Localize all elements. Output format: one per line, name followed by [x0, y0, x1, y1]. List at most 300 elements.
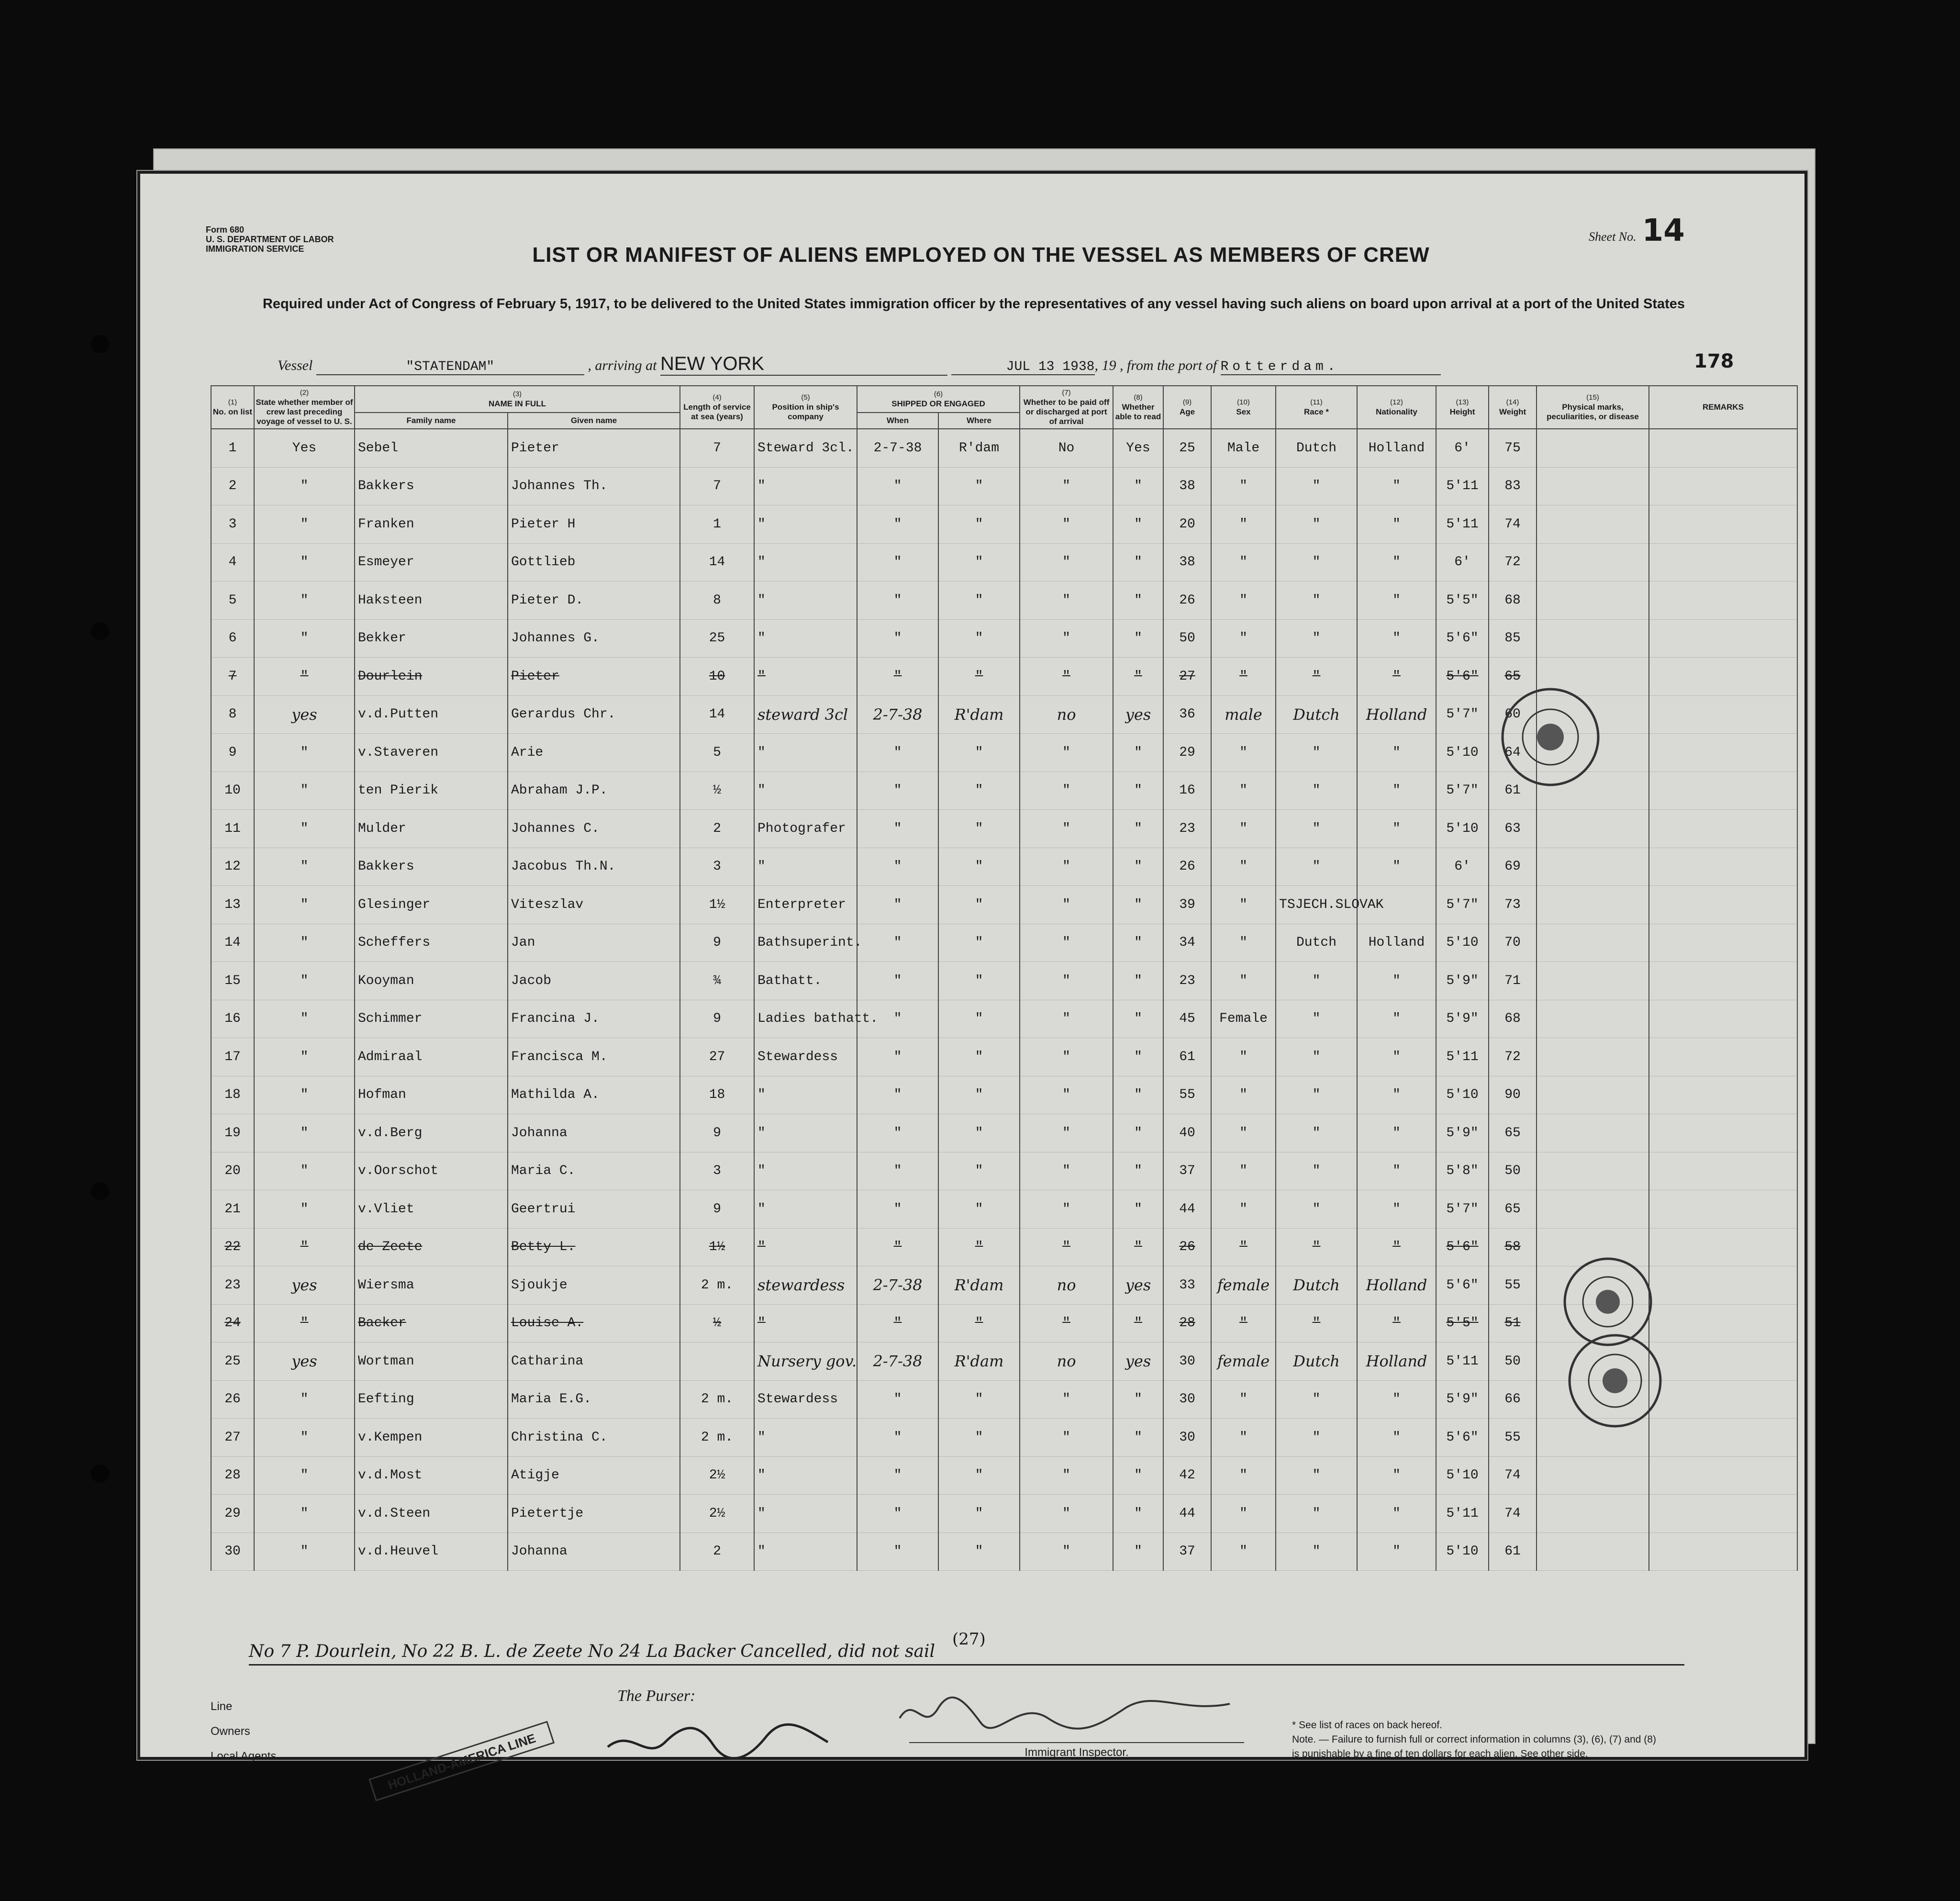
cell-weight: 65 [1489, 1190, 1537, 1229]
cell-given: Pietertje [508, 1495, 680, 1533]
cell-weight: 63 [1489, 810, 1537, 848]
arrival-date: JUL 13 1938 [951, 359, 1095, 375]
cell-race: " [1276, 467, 1357, 505]
cell-remarks [1649, 1000, 1797, 1038]
cell-remarks [1649, 695, 1797, 734]
footnote-races: * See list of races on back hereof. [1292, 1720, 1443, 1731]
cell-height: 5'10 [1436, 1532, 1489, 1571]
cell-prev: " [254, 886, 355, 924]
cell-position: " [754, 734, 857, 772]
cell-race: Dutch [1276, 695, 1357, 734]
inspector-label: Immigrant Inspector. [909, 1742, 1244, 1759]
cell-weight: 74 [1489, 505, 1537, 544]
holland-stamp-text: HOLLAND-AMERICA LINE [386, 1731, 537, 1792]
cell-nat: " [1357, 505, 1436, 544]
cell-service [680, 1342, 754, 1381]
cell-nat: " [1357, 1380, 1436, 1419]
cell-read: " [1113, 1000, 1163, 1038]
cell-sex: " [1211, 1076, 1276, 1114]
cell-paid: " [1020, 1532, 1113, 1571]
cell-race: " [1276, 1190, 1357, 1229]
cell-race: " [1276, 1114, 1357, 1152]
col-race: (11) Race * [1276, 386, 1357, 429]
cell-remarks [1649, 1456, 1797, 1495]
cell-where: " [938, 1380, 1020, 1419]
cell-height: 5'9" [1436, 1114, 1489, 1152]
cell-family: Admiraal [355, 1038, 508, 1076]
cell-weight: 61 [1489, 1532, 1537, 1571]
cell-age: 44 [1163, 1495, 1211, 1533]
cell-service: 5 [680, 734, 754, 772]
cell-service: 3 [680, 848, 754, 886]
cell-no: 19 [211, 1114, 254, 1152]
cell-prev: " [254, 1076, 355, 1114]
cell-read: " [1113, 1114, 1163, 1152]
cell-given: Gottlieb [508, 543, 680, 581]
cell-remarks [1649, 772, 1797, 810]
cell-no: 16 [211, 1000, 254, 1038]
cell-family: v.Kempen [355, 1419, 508, 1457]
crew-manifest-table [211, 385, 1798, 1571]
cell-position: " [754, 467, 857, 505]
cell-race: " [1276, 505, 1357, 544]
cell-weight: 74 [1489, 1456, 1537, 1495]
cell-read: " [1113, 1419, 1163, 1457]
cell-weight: 74 [1489, 1495, 1537, 1533]
cell-given: Pieter [508, 429, 680, 467]
cell-read: " [1113, 1152, 1163, 1190]
cell-position: " [754, 619, 857, 658]
cell-position: Bathsuperint. [754, 924, 857, 962]
cell-remarks [1649, 886, 1797, 924]
cell-prev: Yes [254, 429, 355, 467]
cell-nat: " [1357, 1532, 1436, 1571]
col-prev-voyage: (2) State whether member of crew last preceding voyage of vessel to U. S. [254, 386, 355, 429]
cell-position: " [754, 658, 857, 696]
cell-sex: " [1211, 505, 1276, 544]
cell-race: TSJECH.SLOVAK [1276, 886, 1357, 924]
cell-family: v.d.Most [355, 1456, 508, 1495]
cell-remarks [1649, 505, 1797, 544]
cell-family: Glesinger [355, 886, 508, 924]
cell-height: 5'9" [1436, 1380, 1489, 1419]
cell-remarks [1649, 1152, 1797, 1190]
cell-given: Johannes Th. [508, 467, 680, 505]
cell-no: 4 [211, 543, 254, 581]
cell-position: " [754, 848, 857, 886]
cell-paid: " [1020, 1304, 1113, 1342]
cell-when: " [857, 772, 938, 810]
cell-prev: " [254, 619, 355, 658]
cell-marks [1537, 505, 1649, 544]
cell-marks [1537, 886, 1649, 924]
cell-no: 5 [211, 581, 254, 620]
table-row [211, 924, 1797, 962]
cell-weight: 85 [1489, 619, 1537, 658]
year-suffix: , 19 [1094, 358, 1116, 373]
cell-race: " [1276, 848, 1357, 886]
cell-where: " [938, 543, 1020, 581]
cell-weight: 68 [1489, 581, 1537, 620]
cell-marks [1537, 1532, 1649, 1571]
col-paid-off: (7) Whether to be paid off or discharged at port of arrival [1020, 386, 1113, 429]
cell-remarks [1649, 1380, 1797, 1419]
cell-service: 7 [680, 467, 754, 505]
cell-position: " [754, 505, 857, 544]
cell-read: " [1113, 886, 1163, 924]
cell-prev: " [254, 772, 355, 810]
cell-given: Sjoukje [508, 1266, 680, 1305]
cell-no: 29 [211, 1495, 254, 1533]
cell-height: 5'7" [1436, 1190, 1489, 1229]
from-port-label: , from the port of [1120, 358, 1217, 373]
cell-given: Geertrui [508, 1190, 680, 1229]
cell-no: 7 [211, 658, 254, 696]
footer-labels [211, 1694, 276, 1769]
cell-prev: yes [254, 1266, 355, 1305]
cell-where: " [938, 1114, 1020, 1152]
cell-no: 25 [211, 1342, 254, 1381]
cell-race: Dutch [1276, 1342, 1357, 1381]
cell-family: v.d.Berg [355, 1114, 508, 1152]
cell-sex: " [1211, 1495, 1276, 1533]
cell-remarks [1649, 810, 1797, 848]
line-label: Line [211, 1700, 233, 1713]
cell-height: 5'10 [1436, 1076, 1489, 1114]
cell-height: 5'7" [1436, 886, 1489, 924]
cell-prev: " [254, 467, 355, 505]
cell-read: " [1113, 658, 1163, 696]
cell-weight: 71 [1489, 962, 1537, 1000]
inspector-signature [895, 1685, 1239, 1742]
cell-weight: 73 [1489, 886, 1537, 924]
cell-height: 5'5" [1436, 1304, 1489, 1342]
cell-where: " [938, 734, 1020, 772]
cell-read: " [1113, 1380, 1163, 1419]
cell-age: 30 [1163, 1380, 1211, 1419]
cell-sex: Female [1211, 1000, 1276, 1038]
cell-race: " [1276, 1495, 1357, 1533]
cell-family: Haksteen [355, 581, 508, 620]
col-given-name: Given name [508, 413, 680, 429]
cell-nat: " [1357, 1456, 1436, 1495]
cell-weight: 72 [1489, 1038, 1537, 1076]
cell-remarks [1649, 1266, 1797, 1305]
cell-prev: " [254, 1456, 355, 1495]
cell-no: 24 [211, 1304, 254, 1342]
cell-age: 26 [1163, 581, 1211, 620]
cell-when: " [857, 1152, 938, 1190]
cell-read: yes [1113, 695, 1163, 734]
cell-paid: " [1020, 848, 1113, 886]
cell-given: Johanna [508, 1114, 680, 1152]
col-remarks: REMARKS [1649, 386, 1797, 429]
cell-marks [1537, 1114, 1649, 1152]
cell-position: " [754, 1495, 857, 1533]
table-row [211, 1495, 1797, 1533]
cell-sex: " [1211, 1114, 1276, 1152]
cell-position: " [754, 1532, 857, 1571]
cell-marks [1537, 1456, 1649, 1495]
cell-no: 18 [211, 1076, 254, 1114]
cell-prev: " [254, 1304, 355, 1342]
cell-height: 5'10 [1436, 1456, 1489, 1495]
cell-read: Yes [1113, 429, 1163, 467]
cell-height: 6' [1436, 543, 1489, 581]
cell-when: " [857, 1038, 938, 1076]
owners-label: Owners [211, 1725, 250, 1738]
cancellation-text: No 7 P. Dourlein, No 22 B. L. de Zeete No 24 La Backer Cancelled, did not sail [249, 1642, 935, 1661]
col-name-group: (3) NAME IN FULL [355, 386, 680, 413]
cell-position: " [754, 1076, 857, 1114]
cell-age: 44 [1163, 1190, 1211, 1229]
cell-service: ½ [680, 1304, 754, 1342]
cell-remarks [1649, 1419, 1797, 1457]
cell-read: " [1113, 962, 1163, 1000]
cell-read: " [1113, 581, 1163, 620]
col-read: (8) Whether able to read [1113, 386, 1163, 429]
col-sex: (10) Sex [1211, 386, 1276, 429]
table-row [211, 619, 1797, 658]
cell-family: Wortman [355, 1342, 508, 1381]
cell-position: " [754, 1304, 857, 1342]
cell-race: " [1276, 734, 1357, 772]
purser-signature [603, 1709, 852, 1771]
cell-race: Dutch [1276, 924, 1357, 962]
cell-service: 1½ [680, 1228, 754, 1266]
cell-no: 23 [211, 1266, 254, 1305]
arriving-label: , arriving at [588, 358, 657, 373]
department-name: U. S. DEPARTMENT OF LABOR [206, 235, 334, 244]
cell-paid: " [1020, 772, 1113, 810]
table-row [211, 1190, 1797, 1229]
punch-hole [91, 335, 109, 353]
cell-where: " [938, 581, 1020, 620]
cell-remarks [1649, 1532, 1797, 1571]
cell-paid: no [1020, 1266, 1113, 1305]
cell-when: 2-7-38 [857, 1266, 938, 1305]
cell-where: " [938, 1000, 1020, 1038]
cell-age: 20 [1163, 505, 1211, 544]
cell-prev: " [254, 1114, 355, 1152]
cell-given: Jacob [508, 962, 680, 1000]
table-row [211, 848, 1797, 886]
cell-no: 9 [211, 734, 254, 772]
cell-when: " [857, 1532, 938, 1571]
cell-read: " [1113, 1456, 1163, 1495]
cell-read: " [1113, 1038, 1163, 1076]
cell-service: 2 [680, 1532, 754, 1571]
table-row [211, 1456, 1797, 1495]
cell-family: v.Vliet [355, 1190, 508, 1229]
page-subtitle: Required under Act of Congress of February 5, 1917, to be delivered to the United States immigration officer by the representatives of any vessel having such aliens on board upon arrival at a port of the United States [262, 296, 1685, 312]
punch-hole [91, 1182, 109, 1200]
cell-sex: " [1211, 581, 1276, 620]
table-row [211, 1380, 1797, 1419]
cell-age: 30 [1163, 1419, 1211, 1457]
cell-sex: " [1211, 924, 1276, 962]
cell-no: 26 [211, 1380, 254, 1419]
cell-read: " [1113, 848, 1163, 886]
cell-paid: " [1020, 658, 1113, 696]
cell-prev: yes [254, 695, 355, 734]
table-row [211, 581, 1797, 620]
table-row [211, 886, 1797, 924]
cell-height: 6' [1436, 848, 1489, 886]
cell-height: 5'11 [1436, 1495, 1489, 1533]
cell-remarks [1649, 734, 1797, 772]
cell-when: " [857, 1114, 938, 1152]
total-count: (27) [952, 1630, 986, 1649]
cell-when: " [857, 962, 938, 1000]
cell-where: R'dam [938, 695, 1020, 734]
cell-marks [1537, 924, 1649, 962]
cell-service: 2½ [680, 1456, 754, 1495]
cell-prev: " [254, 1000, 355, 1038]
cell-given: Viteszlav [508, 886, 680, 924]
cell-when: " [857, 467, 938, 505]
col-shipped-group: (6) SHIPPED OR ENGAGED [857, 386, 1020, 413]
cell-given: Francisca M. [508, 1038, 680, 1076]
cell-paid: " [1020, 505, 1113, 544]
cell-height: 5'6" [1436, 1228, 1489, 1266]
crew-rows [211, 429, 1797, 1571]
cell-age: 42 [1163, 1456, 1211, 1495]
cell-position: " [754, 1419, 857, 1457]
cell-weight: 58 [1489, 1228, 1537, 1266]
col-physical-marks: (15) Physical marks, peculiarities, or disease [1537, 386, 1649, 429]
cell-position: " [754, 1190, 857, 1229]
cell-paid: " [1020, 1190, 1113, 1229]
cell-when: " [857, 734, 938, 772]
cell-race: " [1276, 1038, 1357, 1076]
cell-weight: 55 [1489, 1266, 1537, 1305]
cell-given: Mathilda A. [508, 1076, 680, 1114]
col-service: (4) Length of service at sea (years) [680, 386, 754, 429]
sheet-number-label: Sheet No. [1589, 230, 1637, 244]
consulate-seal-stamp [1565, 1331, 1665, 1431]
cell-family: Esmeyer [355, 543, 508, 581]
cell-paid: " [1020, 1228, 1113, 1266]
cell-paid: " [1020, 1380, 1113, 1419]
cell-family: Bakkers [355, 467, 508, 505]
cell-where: R'dam [938, 429, 1020, 467]
cell-when: 2-7-38 [857, 1342, 938, 1381]
cell-paid: " [1020, 886, 1113, 924]
cell-paid: " [1020, 581, 1113, 620]
cell-when: " [857, 581, 938, 620]
cell-service: 1 [680, 505, 754, 544]
cell-weight: 64 [1489, 734, 1537, 772]
cell-height: 5'10 [1436, 734, 1489, 772]
service-name: IMMIGRATION SERVICE [206, 244, 304, 254]
cell-nat: Holland [1357, 924, 1436, 962]
table-row [211, 1266, 1797, 1305]
cell-nat: Holland [1357, 1342, 1436, 1381]
cell-position: " [754, 1456, 857, 1495]
cell-when: " [857, 658, 938, 696]
col-when: When [857, 413, 938, 429]
cell-marks [1537, 467, 1649, 505]
cell-prev: " [254, 810, 355, 848]
cell-race: " [1276, 1228, 1357, 1266]
cell-service: ¾ [680, 962, 754, 1000]
cell-where: R'dam [938, 1342, 1020, 1381]
cell-age: 39 [1163, 886, 1211, 924]
cell-service: 2 m. [680, 1266, 754, 1305]
cell-when: " [857, 1456, 938, 1495]
cell-nat: " [1357, 962, 1436, 1000]
cell-no: 14 [211, 924, 254, 962]
cell-sex: " [1211, 543, 1276, 581]
cell-weight: 72 [1489, 543, 1537, 581]
cell-marks [1537, 848, 1649, 886]
cell-given: Francina J. [508, 1000, 680, 1038]
cell-service: 10 [680, 658, 754, 696]
cell-remarks [1649, 1076, 1797, 1114]
table-row [211, 543, 1797, 581]
cell-weight: 61 [1489, 772, 1537, 810]
cell-race: Dutch [1276, 429, 1357, 467]
cell-height: 5'7" [1436, 772, 1489, 810]
cell-age: 26 [1163, 848, 1211, 886]
cell-no: 12 [211, 848, 254, 886]
cell-prev: " [254, 1419, 355, 1457]
cell-read: " [1113, 505, 1163, 544]
cell-sex: female [1211, 1266, 1276, 1305]
cell-paid: " [1020, 1495, 1113, 1533]
cell-prev: " [254, 1152, 355, 1190]
cell-position: " [754, 772, 857, 810]
cell-family: v.d.Heuvel [355, 1532, 508, 1571]
cell-family: Dourlein [355, 658, 508, 696]
table-row [211, 467, 1797, 505]
cell-paid: " [1020, 1152, 1113, 1190]
cell-family: Wiersma [355, 1266, 508, 1305]
cell-age: 33 [1163, 1266, 1211, 1305]
cell-weight: 70 [1489, 924, 1537, 962]
cell-position: steward 3cl [754, 695, 857, 734]
cell-prev: " [254, 658, 355, 696]
cell-remarks [1649, 467, 1797, 505]
cell-read: " [1113, 619, 1163, 658]
col-weight: (14) Weight [1489, 386, 1537, 429]
cell-race: Dutch [1276, 1266, 1357, 1305]
cell-read: yes [1113, 1342, 1163, 1381]
cell-height: 5'6" [1436, 619, 1489, 658]
cell-no: 30 [211, 1532, 254, 1571]
cell-family: Kooyman [355, 962, 508, 1000]
cell-family: Bakkers [355, 848, 508, 886]
cell-service: 9 [680, 924, 754, 962]
cell-paid: " [1020, 1456, 1113, 1495]
cell-prev: " [254, 1532, 355, 1571]
cell-read: " [1113, 543, 1163, 581]
cell-where: " [938, 1076, 1020, 1114]
cell-family: v.d.Steen [355, 1495, 508, 1533]
punch-hole [91, 622, 109, 640]
table-row [211, 1419, 1797, 1457]
cell-prev: " [254, 1228, 355, 1266]
cell-height: 5'6" [1436, 658, 1489, 696]
cell-read: " [1113, 810, 1163, 848]
cell-service: 14 [680, 695, 754, 734]
cell-remarks [1649, 1038, 1797, 1076]
cell-age: 45 [1163, 1000, 1211, 1038]
cell-height: 5'11 [1436, 1038, 1489, 1076]
cell-weight: 50 [1489, 1152, 1537, 1190]
cell-when: " [857, 810, 938, 848]
